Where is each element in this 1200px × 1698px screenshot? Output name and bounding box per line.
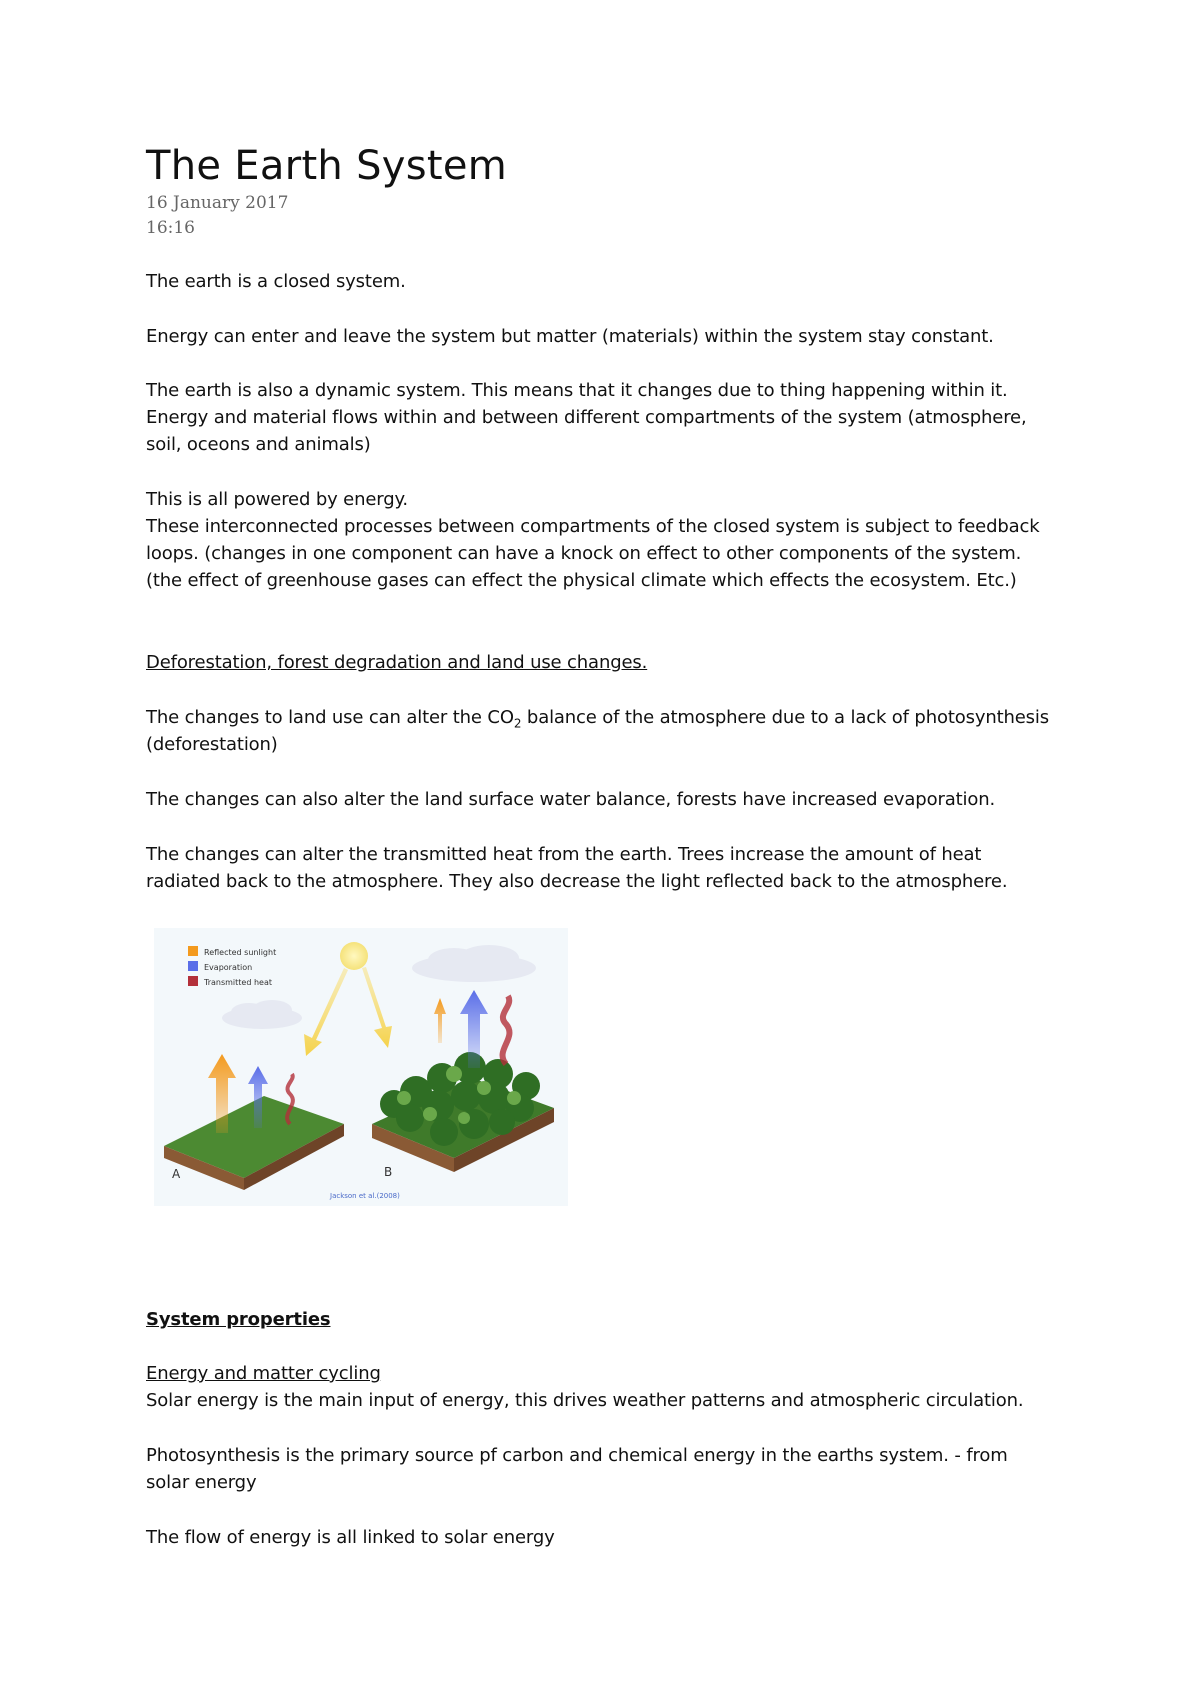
co2-text-before: The changes to land use can alter the CO (146, 707, 514, 728)
co2-subscript: 2 (513, 716, 522, 731)
text-line: (deforestation) (146, 734, 278, 755)
text-line: The earth is also a dynamic system. This means that it changes due to thing happening within it. (146, 380, 1008, 401)
system-properties-heading: System properties (146, 1309, 331, 1330)
text-line: Photosynthesis is the primary source pf carbon and chemical energy in the earths system. - from (146, 1445, 1008, 1466)
text-line: radiated back to the atmosphere. They also decrease the light reflected back to the atmosphere. (146, 871, 1008, 892)
sun-icon (340, 942, 368, 970)
energy-matter-subheading: Energy and matter cycling (146, 1363, 381, 1384)
co2-text-after: balance of the atmosphere due to a lack of photosynthesis (521, 707, 1049, 728)
text-line: This is all powered by energy. (146, 489, 408, 510)
legend-swatch-reflected (188, 946, 198, 956)
text-line: The changes can alter the transmitted heat from the earth. Trees increase the amount of heat (146, 844, 982, 865)
text-line: soil, oceons and animals) (146, 434, 371, 455)
cloud-icon (222, 1000, 302, 1029)
sunlight-arrow-b (362, 967, 392, 1048)
paragraph-water-balance: The changes can also alter the land surface water balance, forests have increased evaporation. (146, 789, 996, 810)
paragraph-solar-energy: Solar energy is the main input of energy, this drives weather patterns and atmospheric circulation. (146, 1390, 1024, 1411)
reflected-arrow-b (434, 998, 446, 1043)
figure-legend (188, 946, 276, 987)
time: 16:16 (146, 218, 195, 238)
sunlight-arrow-a (304, 968, 348, 1056)
legend-swatch-evaporation (188, 961, 198, 971)
cloud-icon (412, 945, 536, 982)
text-line: loops. (changes in one component can have a knock on effect to other components of the system. (146, 543, 1022, 564)
page-title: The Earth System (146, 143, 508, 189)
legend-label: Transmitted heat (204, 978, 273, 987)
paragraph-closed-system: The earth is a closed system. (146, 271, 406, 292)
legend-label: Reflected sunlight (204, 948, 277, 957)
text-line: solar energy (146, 1472, 257, 1493)
legend-label: Evaporation (204, 963, 253, 972)
figure-citation: Jackson et al.(2008) (330, 1192, 400, 1200)
legend-swatch-heat (188, 976, 198, 986)
text-line: (the effect of greenhouse gases can effect the physical climate which effects the ecosystem. Etc.) (146, 570, 1017, 591)
text-line: Energy and material flows within and between different compartments of the system (atmosphere, (146, 407, 1027, 428)
heat-arrow-b (503, 996, 510, 1064)
paragraph-co2 (146, 704, 1086, 731)
plot-b-forest (372, 1052, 554, 1172)
land-use-figure (154, 928, 568, 1206)
paragraph-energy-flow: The flow of energy is all linked to solar energy (146, 1527, 555, 1548)
text-line: These interconnected processes between compartments of the closed system is subject to feedback (146, 516, 1040, 537)
deforestation-heading: Deforestation, forest degradation and land use changes. (146, 652, 648, 673)
date: 16 January 2017 (146, 193, 289, 213)
label-b: B (384, 1165, 393, 1179)
label-a: A (172, 1167, 181, 1181)
paragraph-energy-matter: Energy can enter and leave the system but matter (materials) within the system stay constant. (146, 326, 994, 347)
land-use-diagram (154, 928, 568, 1206)
